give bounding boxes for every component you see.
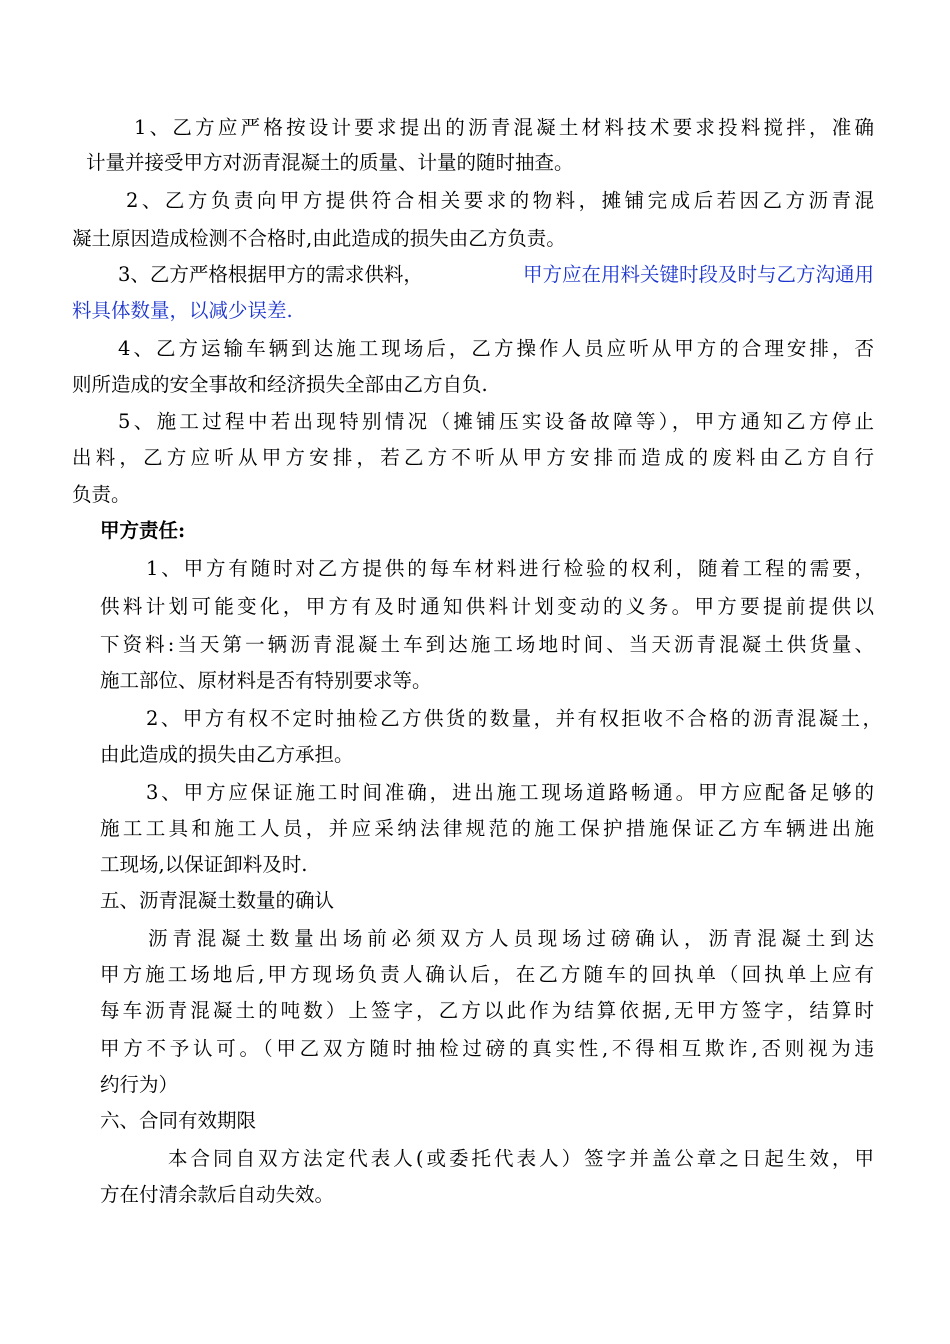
para-3-line-1-plain: 3、乙方严格根据甲方的需求供料， [118,263,423,286]
party-a-item-1-line-2: 供料计划可能变化，甲方有及时通知供料计划变动的义务。甲方要提前提供以 [100,595,874,618]
party-a-item-2-line-2: 由此造成的损失由乙方承担。 [100,743,354,766]
para-5-line-1: 5、施工过程中若出现特别情况（摊铺压实设备故障等），甲方通知乙方停止 [118,410,874,433]
section-5-line-3: 每车沥青混凝土的吨数）上签字，乙方以此作为结算依据,无甲方签字，结算时 [100,999,874,1022]
para-4-line-1: 4、乙方运输车辆到达施工现场后，乙方操作人员应听从甲方的合理安排，否 [118,337,874,360]
party-a-item-3-line-2: 施工工具和施工人员，并应采纳法律规范的施工保护措施保证乙方车辆进出施 [100,817,874,840]
para-1-line-1: 1、乙方应严格按设计要求提出的沥青混凝土材料技术要求投料搅拌，准确 [134,116,874,139]
para-5-line-3: 负责。 [72,483,131,506]
para-1-line-2: 计量并接受甲方对沥青混凝土的质量、计量的随时抽查。 [86,151,574,174]
party-a-item-1-line-1: 1、甲方有随时对乙方提供的每车材料进行检验的权利，随着工程的需要， [146,557,874,580]
section-6-line-1: 本合同自双方法定代表人(或委托代表人）签字并盖公章之日起生效，甲 [168,1147,874,1170]
party-a-item-1-line-3: 下资料:当天第一辆沥青混凝土车到达施工场地时间、当天沥青混凝土供货量、 [100,633,874,656]
section-5-title: 五、沥青混凝土数量的确认 [100,889,335,912]
para-3-line-1-highlight: 甲方应在用料关键时段及时与乙方沟通用 [522,263,874,286]
para-2-line-1: 2、乙方负责向甲方提供符合相关要求的物料，摊铺完成后若因乙方沥青混 [126,189,874,212]
party-a-item-1-line-4: 施工部位、原材料是否有特别要求等。 [100,669,432,692]
section-5-line-4: 甲方不予认可。（甲乙双方随时抽检过磅的真实性,不得相互欺诈,否则视为违 [100,1037,874,1060]
section-6-title: 六、合同有效期限 [100,1109,257,1132]
para-2-line-2: 凝土原因造成检测不合格时,由此造成的损失由乙方负责。 [72,227,566,250]
party-a-item-2-line-1: 2、甲方有权不定时抽检乙方供货的数量，并有权拒收不合格的沥青混凝土， [146,707,882,730]
para-3-line-2-highlight: 料具体数量，以减少误差. [72,299,293,322]
section-5-line-5: 约行为） [100,1073,179,1096]
para-5-line-2: 出料，乙方应听从甲方安排，若乙方不听从甲方安排而造成的废料由乙方自行 [72,446,874,469]
section-5-line-2: 甲方施工场地后,甲方现场负责人确认后，在乙方随车的回执单（回执单上应有 [100,963,874,986]
party-a-heading: 甲方责任: [100,519,186,542]
party-a-item-3-line-3: 工现场,以保证卸料及时. [100,853,308,876]
section-6-line-2: 方在付清余款后自动失效。 [100,1183,335,1206]
para-3-line-1 [118,263,874,287]
para-4-line-2: 则所造成的安全事故和经济损失全部由乙方自负. [72,373,488,396]
party-a-item-3-line-1: 3、甲方应保证施工时间准确，进出施工现场道路畅通。甲方应配备足够的 [146,781,874,804]
section-5-line-1: 沥青混凝土数量出场前必须双方人员现场过磅确认，沥青混凝土到达 [148,927,874,950]
